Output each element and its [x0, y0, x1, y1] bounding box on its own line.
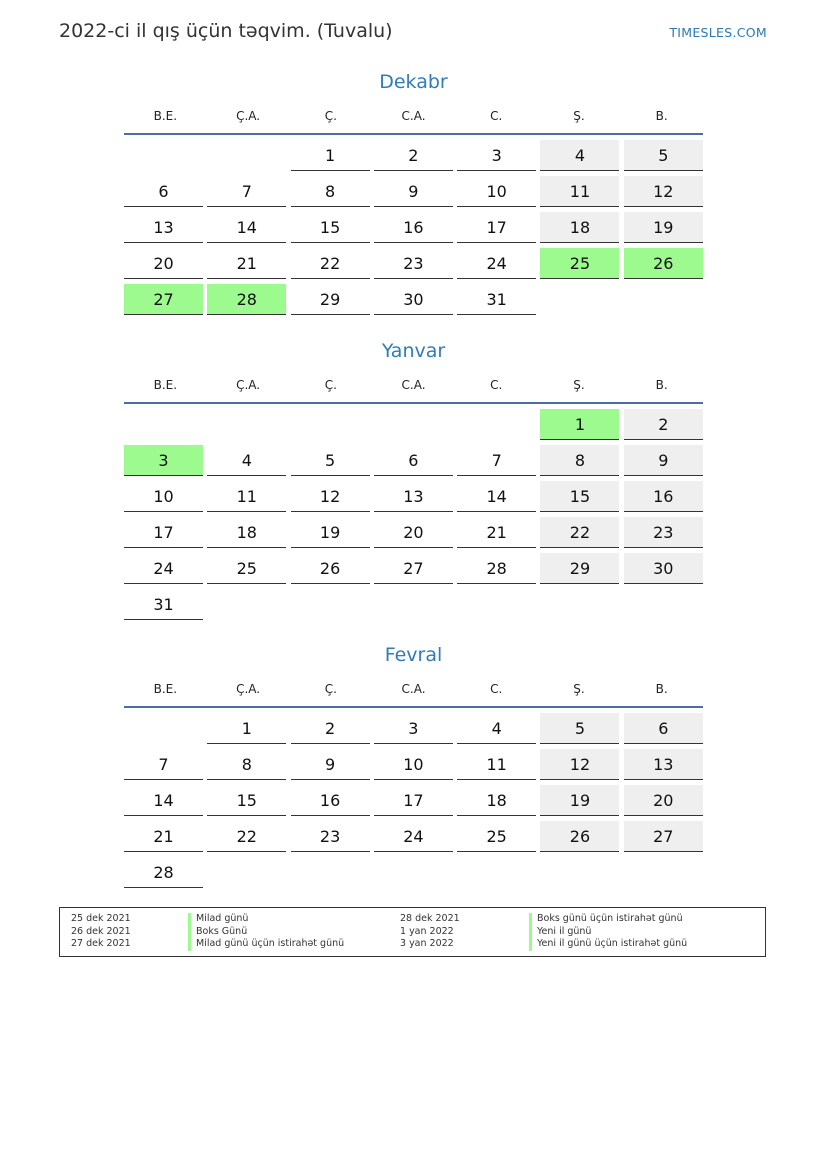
legend-color-bar — [529, 913, 532, 951]
day-cell: 20 — [624, 785, 703, 816]
day-cell: 13 — [124, 212, 203, 243]
legend-holiday-name: Yeni il günü — [537, 925, 592, 937]
day-cell: 10 — [457, 176, 536, 207]
day-cell: 24 — [457, 248, 536, 279]
empty-cell — [124, 409, 203, 440]
day-cell: 17 — [124, 517, 203, 548]
day-cell: 6 — [374, 445, 453, 476]
weekday-label: B.E. — [153, 378, 178, 392]
holiday-day-cell: 26 — [624, 248, 703, 279]
day-cell: 19 — [624, 212, 703, 243]
day-grid — [124, 409, 703, 620]
holiday-day-cell: 28 — [207, 284, 286, 315]
day-cell: 7 — [457, 445, 536, 476]
weekday-label: B.E. — [153, 682, 178, 696]
day-cell: 23 — [624, 517, 703, 548]
day-cell: 24 — [124, 553, 203, 584]
day-cell: 19 — [540, 785, 619, 816]
empty-cell — [207, 409, 286, 440]
day-cell: 5 — [540, 713, 619, 744]
weekday-label: C.A. — [401, 109, 426, 123]
day-cell: 22 — [207, 821, 286, 852]
day-grid — [124, 713, 703, 888]
day-cell: 14 — [124, 785, 203, 816]
weekday-label: C.A. — [401, 682, 426, 696]
legend-dates-right — [400, 913, 460, 951]
day-cell: 2 — [291, 713, 370, 744]
legend-holiday-name: Milad günü üçün istirahət günü — [196, 938, 345, 949]
holiday-day-cell: 3 — [124, 445, 203, 476]
day-cell: 23 — [374, 248, 453, 279]
weekday-label: Ç.A. — [236, 109, 261, 123]
weekday-label: B. — [655, 682, 668, 696]
day-cell: 4 — [457, 713, 536, 744]
day-cell: 1 — [291, 140, 370, 171]
holiday-day-cell: 27 — [124, 284, 203, 315]
day-cell: 9 — [624, 445, 703, 476]
day-cell: 8 — [540, 445, 619, 476]
legend-holiday-name: Milad günü — [196, 913, 249, 924]
day-cell: 5 — [291, 445, 370, 476]
day-cell: 6 — [624, 713, 703, 744]
day-cell: 21 — [457, 517, 536, 548]
day-cell: 11 — [540, 176, 619, 207]
legend-date: 1 yan 2022 — [400, 925, 454, 937]
weekday-header — [124, 105, 703, 127]
day-cell: 7 — [124, 749, 203, 780]
weekday-label: Ş. — [573, 109, 585, 123]
day-cell: 15 — [540, 481, 619, 512]
day-cell: 2 — [624, 409, 703, 440]
legend-holiday-name: Boks Günü — [196, 925, 248, 937]
day-cell: 21 — [207, 248, 286, 279]
empty-cell — [374, 409, 453, 440]
weekday-header — [124, 678, 703, 700]
site-logo[interactable]: TIMESLES.COM — [669, 25, 767, 40]
weekday-label: Ş. — [573, 378, 585, 392]
day-cell: 10 — [374, 749, 453, 780]
day-cell: 10 — [124, 481, 203, 512]
day-cell: 30 — [624, 553, 703, 584]
day-cell: 28 — [457, 553, 536, 584]
day-cell: 12 — [624, 176, 703, 207]
month-block — [124, 338, 703, 620]
legend-date: 26 dek 2021 — [71, 925, 131, 937]
day-cell: 3 — [374, 713, 453, 744]
day-cell: 23 — [291, 821, 370, 852]
weekday-label: C. — [490, 109, 503, 123]
day-cell: 8 — [207, 749, 286, 780]
day-cell: 18 — [457, 785, 536, 816]
day-cell: 28 — [124, 857, 203, 888]
weekday-label: C. — [490, 378, 503, 392]
weekday-label: Ç.A. — [236, 378, 261, 392]
day-cell: 15 — [291, 212, 370, 243]
legend-date: 27 dek 2021 — [71, 938, 131, 949]
day-cell: 27 — [624, 821, 703, 852]
month-name: Yanvar — [381, 340, 446, 362]
weekday-label: Ş. — [573, 682, 585, 696]
legend-holiday-name: Boks günü üçün istirahət günü — [537, 913, 683, 924]
day-cell: 21 — [124, 821, 203, 852]
page-title: 2022-ci il qış üçün təqvim. (Tuvalu) — [59, 20, 393, 42]
day-cell: 20 — [124, 248, 203, 279]
day-cell: 8 — [291, 176, 370, 207]
weekday-label: B.E. — [153, 109, 178, 123]
header-divider — [124, 402, 703, 404]
day-cell: 6 — [124, 176, 203, 207]
day-cell: 19 — [291, 517, 370, 548]
day-cell: 30 — [374, 284, 453, 315]
day-cell: 13 — [624, 749, 703, 780]
legend-names-right — [537, 913, 687, 951]
month-block — [124, 69, 703, 315]
day-cell: 29 — [291, 284, 370, 315]
day-cell: 14 — [207, 212, 286, 243]
day-cell: 13 — [374, 481, 453, 512]
weekday-label: Ç. — [324, 378, 337, 392]
holiday-day-cell: 25 — [540, 248, 619, 279]
legend-date: 28 dek 2021 — [400, 913, 460, 924]
day-cell: 20 — [374, 517, 453, 548]
legend-dates-left — [71, 913, 131, 951]
day-cell: 3 — [457, 140, 536, 171]
empty-cell — [291, 409, 370, 440]
empty-cell — [457, 409, 536, 440]
day-cell: 31 — [124, 589, 203, 620]
empty-cell — [124, 140, 203, 171]
day-cell: 12 — [540, 749, 619, 780]
day-cell: 7 — [207, 176, 286, 207]
weekday-label: Ç. — [324, 682, 337, 696]
legend-names-left — [196, 913, 344, 951]
weekday-header — [124, 374, 703, 396]
weekday-label: B. — [655, 109, 668, 123]
day-cell: 12 — [291, 481, 370, 512]
day-cell: 16 — [291, 785, 370, 816]
header-divider — [124, 133, 703, 135]
day-grid — [124, 140, 703, 315]
day-cell: 9 — [374, 176, 453, 207]
day-cell: 17 — [457, 212, 536, 243]
header-divider — [124, 706, 703, 708]
month-name: Dekabr — [379, 71, 448, 93]
holiday-legend — [59, 907, 766, 957]
day-cell: 26 — [291, 553, 370, 584]
day-cell: 25 — [457, 821, 536, 852]
empty-cell — [124, 713, 203, 744]
day-cell: 4 — [540, 140, 619, 171]
legend-holiday-name: Yeni il günü üçün istirahət günü — [537, 938, 688, 949]
month-name: Fevral — [384, 644, 443, 666]
weekday-label: Ç. — [324, 109, 337, 123]
day-cell: 15 — [207, 785, 286, 816]
legend-date: 3 yan 2022 — [400, 938, 454, 949]
day-cell: 18 — [207, 517, 286, 548]
day-cell: 4 — [207, 445, 286, 476]
day-cell: 26 — [540, 821, 619, 852]
day-cell: 11 — [457, 749, 536, 780]
day-cell: 22 — [291, 248, 370, 279]
day-cell: 25 — [207, 553, 286, 584]
legend-color-bar — [188, 913, 191, 951]
day-cell: 22 — [540, 517, 619, 548]
legend-date: 25 dek 2021 — [71, 913, 131, 924]
day-cell: 11 — [207, 481, 286, 512]
day-cell: 31 — [457, 284, 536, 315]
day-cell: 2 — [374, 140, 453, 171]
day-cell: 16 — [374, 212, 453, 243]
month-block — [124, 642, 703, 888]
weekday-label: C. — [490, 682, 503, 696]
day-cell: 18 — [540, 212, 619, 243]
holiday-day-cell: 1 — [540, 409, 619, 440]
day-cell: 24 — [374, 821, 453, 852]
day-cell: 9 — [291, 749, 370, 780]
day-cell: 16 — [624, 481, 703, 512]
day-cell: 14 — [457, 481, 536, 512]
empty-cell — [207, 140, 286, 171]
day-cell: 1 — [207, 713, 286, 744]
weekday-label: B. — [655, 378, 668, 392]
day-cell: 17 — [374, 785, 453, 816]
day-cell: 27 — [374, 553, 453, 584]
day-cell: 29 — [540, 553, 619, 584]
weekday-label: Ç.A. — [236, 682, 261, 696]
weekday-label: C.A. — [401, 378, 426, 392]
day-cell: 5 — [624, 140, 703, 171]
